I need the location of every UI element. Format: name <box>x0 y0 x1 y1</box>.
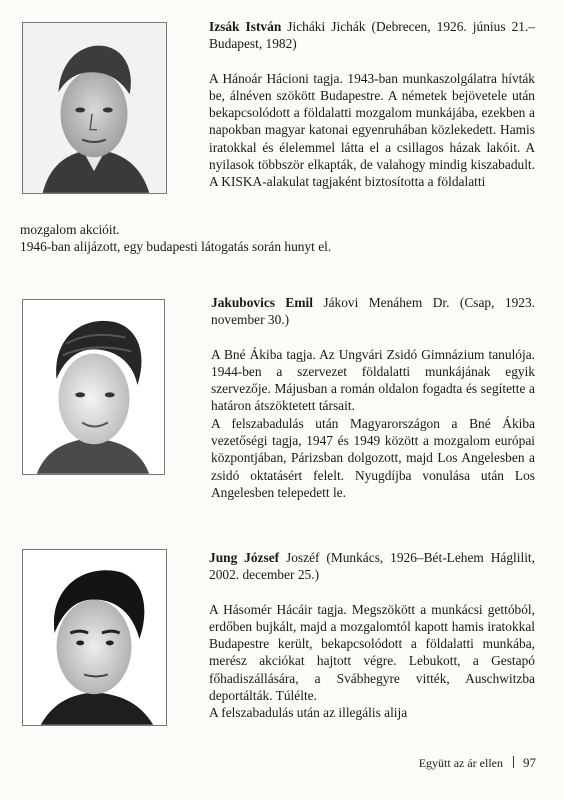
person-name: Jakubovics Emil <box>211 295 313 310</box>
bio-paragraph: A felszabadulás után Magyarországon a Bné Ákiba vezetőségi tagja, 1947 és 1949 között a mozgalom európai központjában, Párizsban dolgozott, majd Los Angelesben a zsidó oktatásért felelt. Nyugdíjba vonulása után Los Angelesben telepedett le. <box>211 415 535 500</box>
entry-izsak-continuation <box>20 221 540 256</box>
person-details: Jicháki Jichák (Debrecen, 1926. június 21.–Budapest, 1982) <box>209 19 536 52</box>
footer-separator <box>513 756 514 768</box>
bio-paragraph: A Hánoár Hácioni tagja. 1943-ban munkaszolgálatra hívták be, álnéven szökött Budapestre. A németek bejövetele után bekapcsolódott a földalatti mozgalom munkájába, ezekben a napokban magyar katonai egyenruhában közlekedett. Hamis iratokkal és élelemmel látta el a csillagos házak lakóit. A nyilasok többször elkapták, de valahogy mindig kiszabadult. A KISKA-alakulat tagjaként biztosította a földalatti <box>209 70 535 190</box>
portrait-jung-image <box>23 550 166 725</box>
entry-jung <box>209 549 535 722</box>
page-number: 97 <box>523 755 536 770</box>
portrait-izsak-image <box>23 23 166 193</box>
running-title: Együtt az ár ellen <box>418 756 503 770</box>
portrait-photo-izsak <box>22 22 167 194</box>
person-name: Jung József <box>209 550 280 565</box>
entry-jakubovics <box>211 294 535 501</box>
bio-paragraph: A Bné Ákiba tagja. Az Ungvári Zsidó Gimnázium tanulója. 1944-ben a szervezet földalatti munkájának egyik szervezője. Májusban a román oldalon fogadta és segítette a határon átszöktetett társait. <box>211 346 535 414</box>
person-details: Jákovi Menáhem Dr. (Csap, 1923. november 30.) <box>211 295 536 328</box>
portrait-photo-jakubovics <box>22 299 165 475</box>
entry-izsak <box>209 18 535 191</box>
entry-heading <box>211 294 535 329</box>
entry-heading <box>209 549 535 584</box>
bio-paragraph-end: mozgalom akcióit. <box>20 222 120 237</box>
bio-paragraph: 1946-ban alijázott, egy budapesti látogatás során hunyt el. <box>20 239 332 255</box>
bio-paragraph: A Hásomér Hácáir tagja. Megszökött a munkácsi gettóból, erdőben bujkált, majd a mozgalomtól kapott hamis iratokkal Budapestre került, bekapcsolódott a földalatti munkába, merész akciókat hajtott végre. Lebukott, a Gestapó főhadiszállására, a Svábhegyre vitték, Auschwitzba deportálták. Túlélte. <box>209 601 535 704</box>
person-details: Joszéf (Munkács, 1926–Bét-Lehem Háglilit, 2002. december 25.) <box>209 550 535 583</box>
entry-heading <box>209 18 535 53</box>
portrait-jakubovics-image <box>23 300 164 474</box>
page-footer <box>419 755 536 771</box>
portrait-photo-jung <box>22 549 167 726</box>
person-name: Izsák István <box>209 19 282 34</box>
bio-paragraph: A felszabadulás után az illegális alija <box>209 705 408 721</box>
